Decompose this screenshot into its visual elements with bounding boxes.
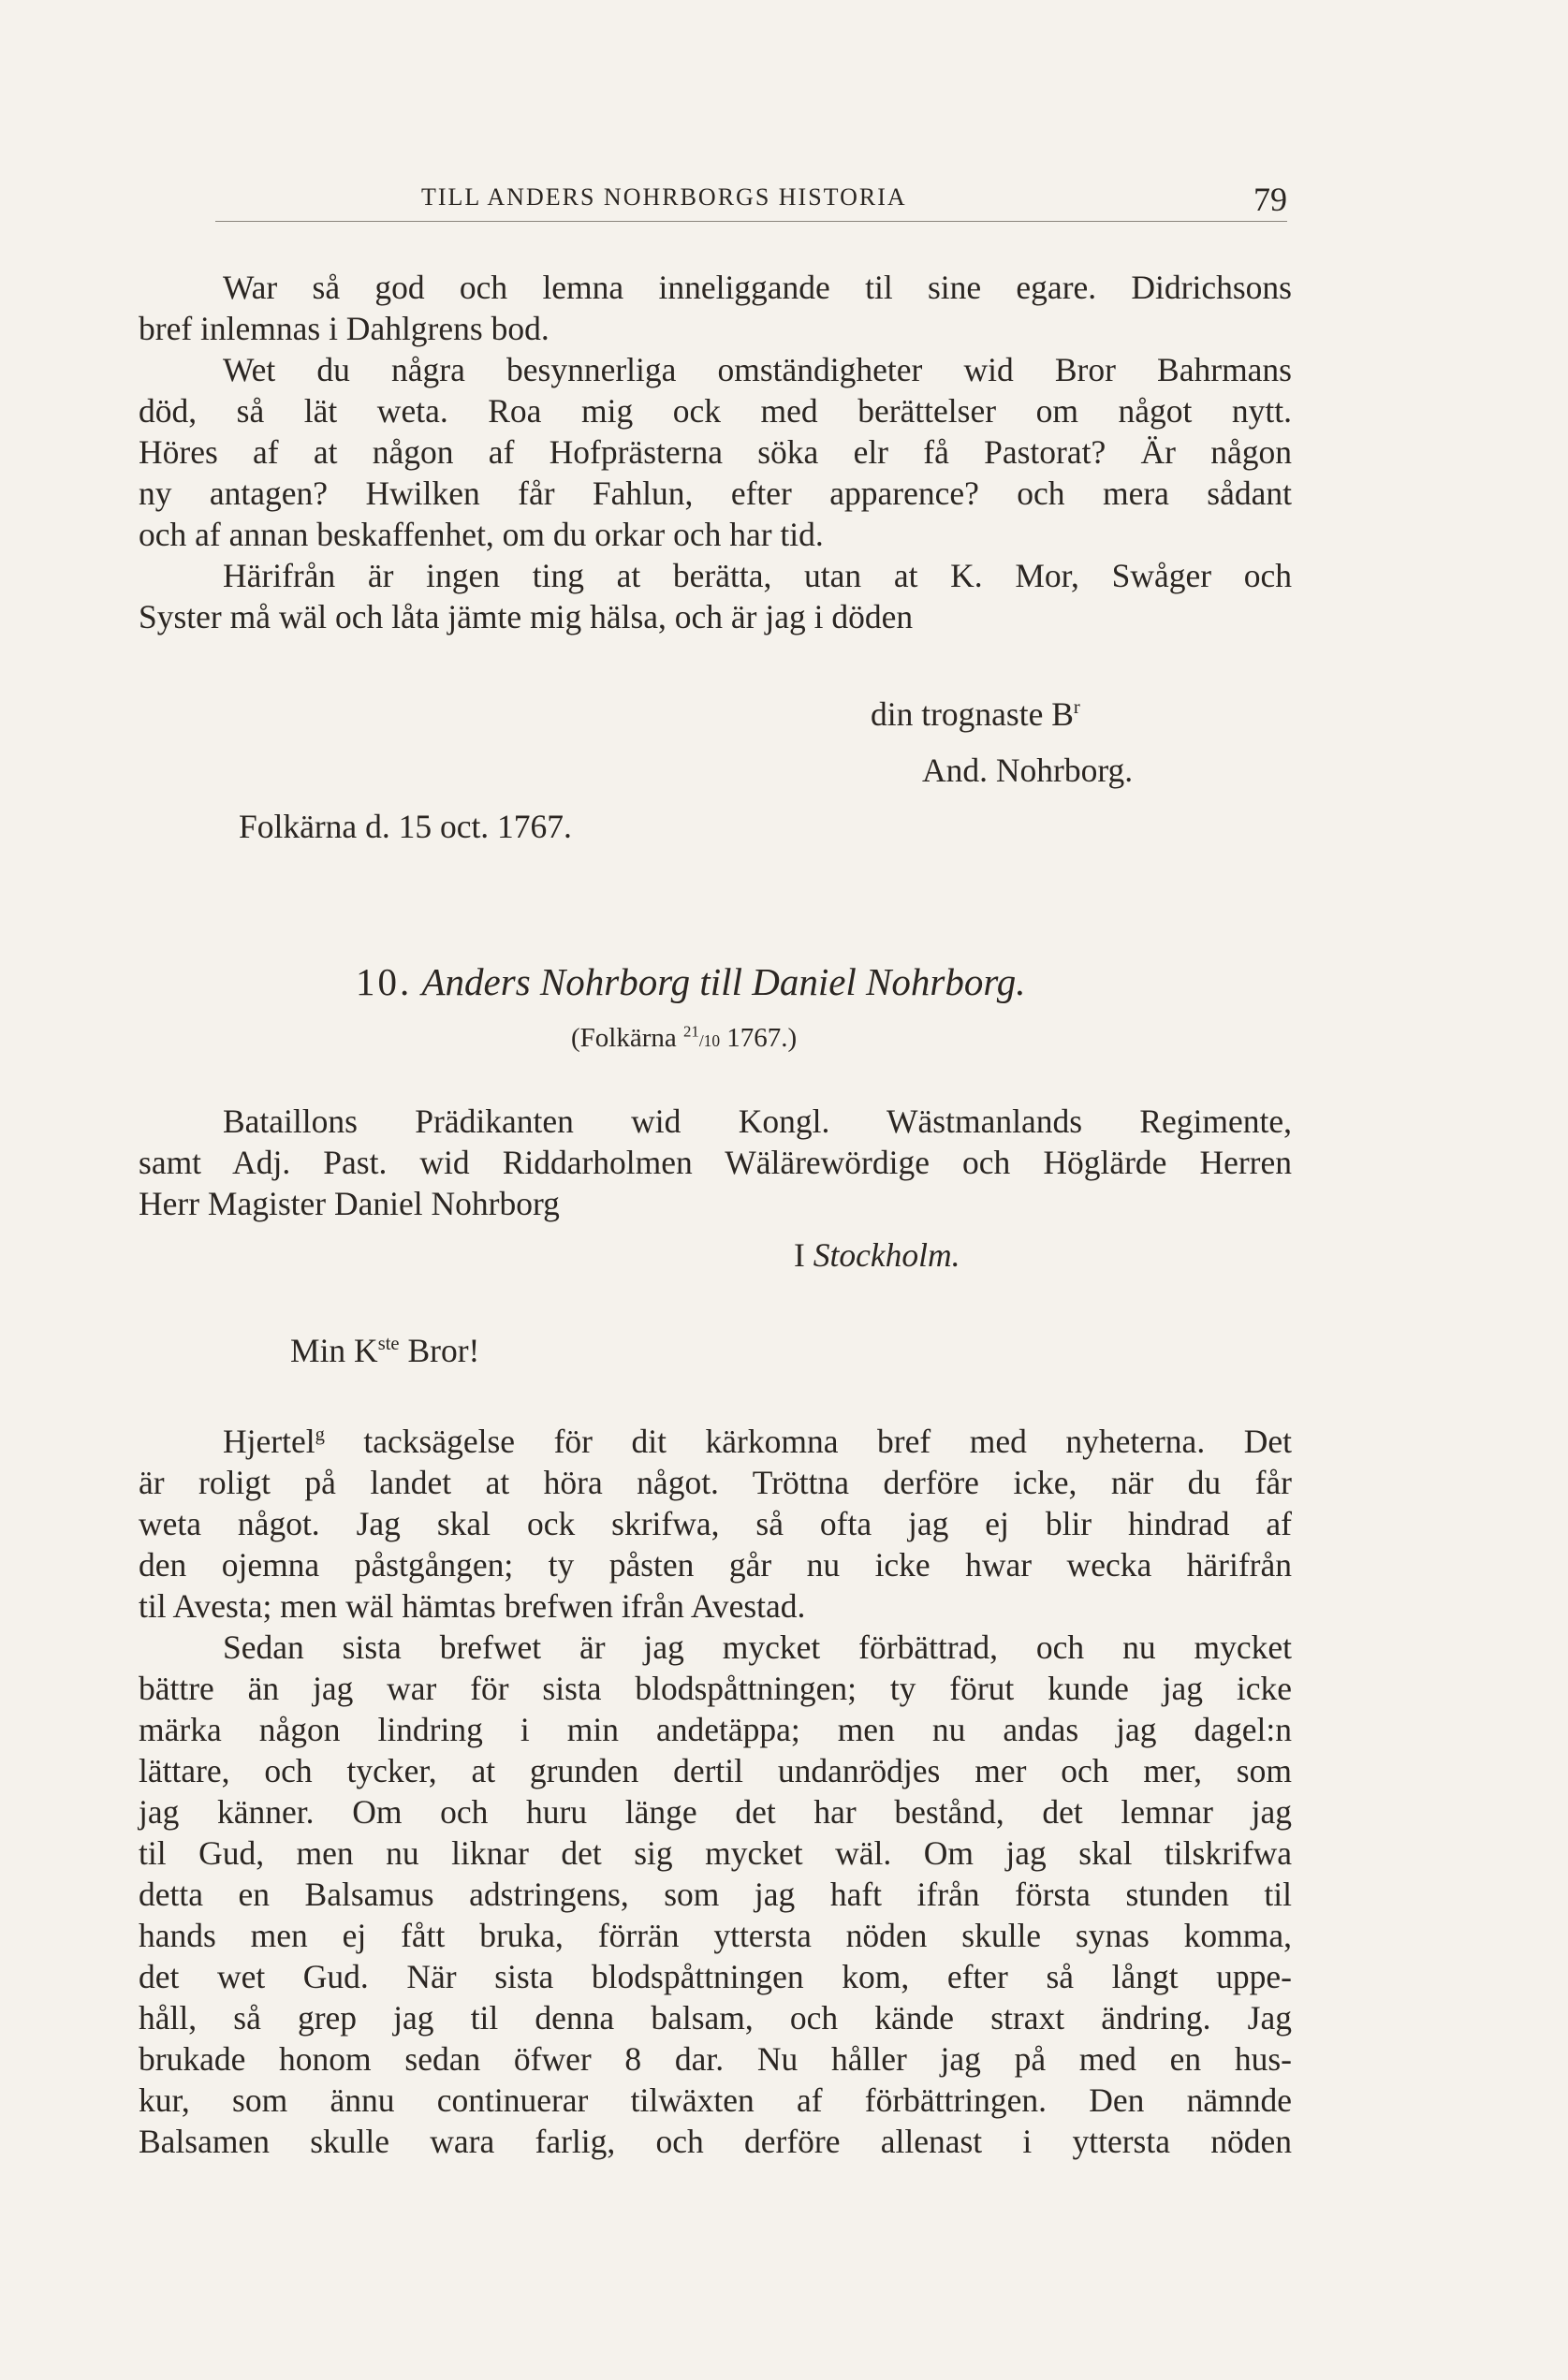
text-line: Höres af at någon af Hofprästerna söka elr få Pastorat? Är någon [139,433,1292,471]
text-line: jag känner. Om och huru länge det har bestånd, det lemnar jag [139,1793,1292,1831]
text-line: den ojemna påstgången; ty påsten går nu icke hwar wecka härifrån [139,1546,1292,1584]
text-line: lättare, och tycker, at grunden dertil undanrödjes mer och mer, som [139,1752,1292,1789]
text-line: Härifrån är ingen ting at berätta, utan at K. Mor, Swåger och [223,557,1292,594]
letter1-closing: din trognaste $B^r$ [871,695,1080,733]
letter-number: 10. [356,960,413,1003]
text-line: är roligt på landet at höra något. Tröttna derföre icke, när du får [139,1464,1292,1501]
text-line: håll, så grep jag til denna balsam, och kände straxt ändring. Jag [139,1999,1292,2037]
text-line: ny antagen? Hwilken får Fahlun, efter apparence? och mera sådant [139,475,1292,512]
letter2-body [139,1421,1292,2162]
page-header [215,183,1287,222]
address-line: Herr Magister Daniel Nohrborg [139,1185,560,1222]
letter-heading [356,959,1026,1004]
text-line: hands men ej fått bruka, förrän yttersta nöden skulle synas komma, [139,1917,1292,1954]
text-line: märka någon lindring i min andetäppa; men nu andas jag dagel:n [139,1711,1292,1748]
text-line: bref inlemnas i Dahlgrens bod. [139,310,550,347]
text-line: och af annan beskaffenhet, om du orkar och har tid. [139,516,824,553]
text-line: Hjertel$^g$ tacksägelse för dit kärkomna bref med nyheterna. Det [223,1423,1292,1460]
letter1-signature: And. Nohrborg. [922,752,1134,789]
text-line: weta något. Jag skal ock skrifwa, så ofta jag ej blir hindrad af [139,1505,1292,1542]
letter1-place-date: Folkärna d. 15 oct. 1767. [239,808,572,845]
text-line: Syster må wäl och låta jämte mig hälsa, och är jag i döden [139,598,914,635]
text-line: Balsamen skulle wara farlig, och derföre allenast i yttersta nöden [139,2123,1292,2160]
running-title: TILL ANDERS NOHRBORGS HISTORIA [421,183,907,211]
text-line: bättre än jag war för sista blodspåttningen; ty förut kunde jag icke [139,1670,1292,1707]
text-line: til Gud, men nu liknar det sig mycket wäl. Om jag skal tilskrifwa [139,1834,1292,1872]
text-line: til Avesta; men wäl hämtas brefwen ifrån Avestad. [139,1587,806,1625]
text-line: brukade honom sedan öfwer 8 dar. Nu håller jag på med en hus- [139,2040,1292,2078]
text-line: Sedan sista brefwet är jag mycket förbättrad, och nu mycket [223,1628,1292,1666]
letter-dateline: (Folkärna $^{21}$/10 1767.) [571,1022,798,1053]
letter2-address [139,1101,1292,1224]
text-line: död, så lät weta. Roa mig ock med berättelser om något nytt. [139,392,1292,430]
salutation: Min $K^{ste}$ Bror! [290,1332,480,1369]
text-line: Wet du några besynnerliga omständigheter wid Bror Bahrmans [223,351,1292,388]
address-line: Bataillons Prädikanten wid Kongl. Wästmanlands Regimente, [223,1102,1292,1140]
text-line: War så god och lemna inneliggande til sine egare. Didrichsons [223,269,1292,306]
address-destination: I Stockholm. [794,1236,960,1274]
letter1-body [139,267,1292,637]
page-number: 79 [1253,181,1287,218]
text-line: detta en Balsamus adstringens, som jag haft ifrån första stunden til [139,1876,1292,1913]
letter-title: Anders Nohrborg till Daniel Nohrborg. [421,960,1026,1003]
text-line: kur, som ännu continuerar tilwäxten af förbättringen. Den nämnde [139,2081,1292,2119]
address-line: samt Adj. Past. wid Riddarholmen Wälärewördige och Höglärde Herren [139,1144,1292,1181]
text-line: det wet Gud. När sista blodspåttningen kom, efter så långt uppe- [139,1958,1292,1995]
